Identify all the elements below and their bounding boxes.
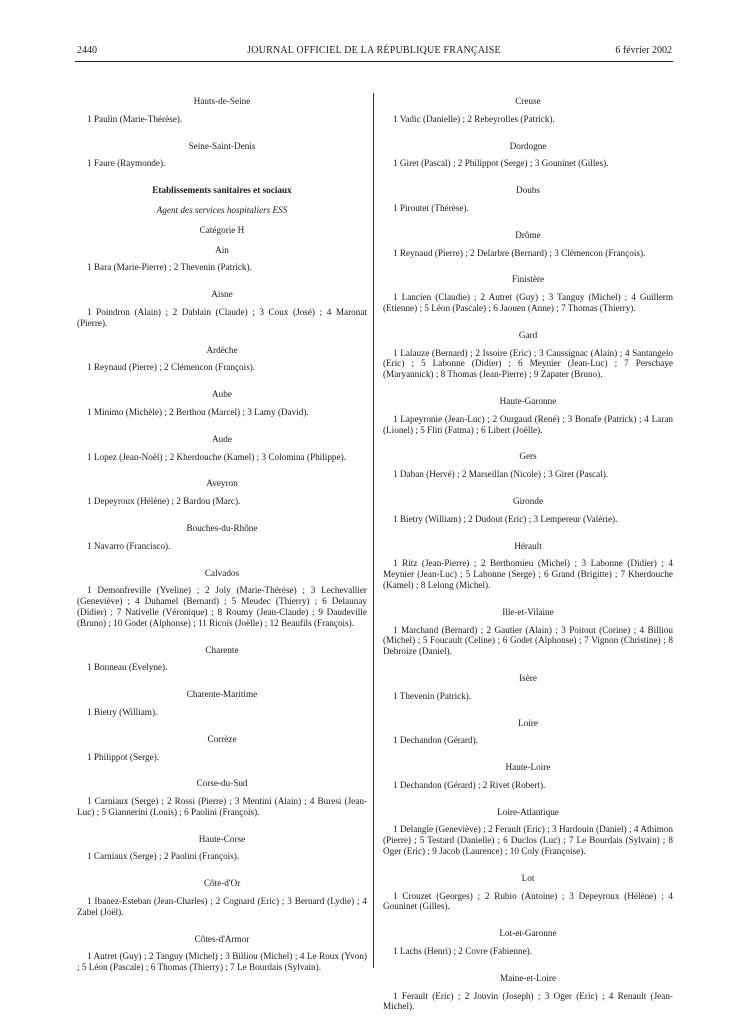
right-column [383,96,673,1028]
section-heading: Etablissements sanitaires et sociaux [152,185,292,196]
ranking-entry: 1 Demonfreville (Yveline) ; 2 Joly (Marie-Thérèse) ; 3 Lechevallier (Geneviève) ; 4 Duhamel (Bernard) ; 5 Meudec (Thierry) ; 6 Delaunay (Didier) ; 7 Nativelle (Véronique) ; 8 Roumy (Jean-Claude) ; 9 Daudeville (Bruno) ; 10 Godet (Alphonse) ; 11 Ricois (Joëlle) ; 12 Beaufils (François). [77,585,367,628]
section-heading: Aube [212,389,232,400]
section-heading: Corse-du-Sud [196,778,248,789]
ranking-entry: 1 Bara (Marie-Pierre) ; 2 Thevenin (Patrick). [87,262,252,273]
section-heading: Finistère [511,274,545,285]
section-heading: Ardèche [206,344,238,355]
section-heading: Aude [212,433,232,444]
ranking-entry: 1 Philippot (Serge). [87,751,160,762]
section-heading: Lot-et-Garonne [499,928,557,939]
page-header [0,45,748,59]
ranking-entry: 1 Lachs (Henri) ; 2 Covre (Fabienne). [393,946,533,957]
ranking-entry: 1 Ibanez-Esteban (Jean-Charles) ; 2 Cognard (Eric) ; 3 Bernard (Lydie) ; 4 Zabel (Joël). [77,896,367,917]
section-heading: Hérault [514,540,542,551]
section-heading: Charente [205,644,239,655]
page-number: 2440 [77,45,97,56]
ranking-entry: 1 Depeyroux (Hélène) ; 2 Bardou (Marc). [87,496,241,507]
section-heading: Aveyron [206,478,238,489]
ranking-entry: 1 Minimo (Michèle) ; 2 Berthou (Marcel) ; 3 Lamy (David). [87,406,309,417]
ranking-entry: 1 Lopez (Jean-Noël) ; 2 Kherdouche (Kamel) ; 3 Colomina (Philippe). [87,451,346,462]
header-rule [75,61,673,62]
section-heading: Calvados [204,567,240,578]
ranking-entry: 1 Carniaux (Serge) ; 2 Rossi (Pierre) ; 3 Mentini (Alain) ; 4 Buresi (Jean-Luc) ; 5 Giannerini (Louis) ; 6 Paolini (François). [77,796,367,817]
section-heading: Creuse [515,96,541,106]
ranking-entry: 1 Lapeyronie (Jean-Luc) ; 2 Ourgaud (René) ; 3 Bonafe (Patrick) ; 4 Laran (Lionel) ; 5 Fliti (Fatma) ; 6 Libert (Joëlle). [383,413,673,435]
ranking-entry: 1 Reynaud (Pierre) ; 2 Clémencon (François). [87,362,256,373]
column-divider [373,93,374,968]
ranking-entry: 1 Carniaux (Serge) ; 2 Paolini (François). [87,851,240,862]
ranking-entry: 1 Giret (Pascal) ; 2 Philippot (Serge) ; 3 Gouninet (Gilles). [393,158,609,169]
ranking-entry: 1 Navarro (Francisco). [87,540,171,551]
section-heading: Haute-Corse [198,833,246,844]
ranking-entry: 1 Bietry (William). [87,706,158,717]
section-heading: Drôme [515,229,541,240]
section-heading: Seine-Saint-Denis [188,140,256,151]
ranking-entry: 1 Lalauze (Bernard) ; 2 Issoire (Eric) ; 3 Caussignac (Alain) ; 4 Santangelo (Eric) ; 5 Labonne (Didier) ; 6 Meynier (Jean-Luc) ; 7 Perschaye (Maryannick) ; 8 Thomas (Jean-Pierre) ; 9 Zapater (Bruno). [383,347,673,380]
ranking-entry: 1 Ferault (Eric) ; 2 Jouvin (Joseph) ; 3 Oger (Eric) ; 4 Renault (Jean-Michel). [383,990,673,1012]
section-heading: Isère [519,672,537,683]
section-heading: Gard [518,329,538,340]
section-heading: Ain [215,244,229,255]
section-heading: Aisne [211,289,233,300]
section-heading: Gers [519,451,537,462]
journal-title: JOURNAL OFFICIEL DE LA RÉPUBLIQUE FRANÇAISE [247,45,501,56]
ranking-entry: 1 Vadic (Danielle) ; 2 Rebeyrolles (Patrick). [393,113,555,124]
section-heading: Corrèze [207,733,237,744]
section-heading: Agent des services hospitaliers ESS [156,204,288,215]
section-heading: Ille-et-Vilaine [502,606,554,617]
ranking-entry: 1 Poindron (Alain) ; 2 Dablain (Claude) ; 3 Coux (José) ; 4 Maronat (Pierre). [77,306,367,328]
ranking-entry: 1 Lancien (Claudie) ; 2 Autret (Guy) ; 3 Tanguy (Michel) ; 4 Guillerm (Etienne) ; 5 Léon (Pascale) ; 6 Jaouen (Anne) ; 7 Thomas (Thierry). [383,292,673,313]
section-heading: Haute-Loire [505,762,551,773]
ranking-entry: 1 Delangle (Geneviève) ; 2 Ferault (Eric) ; 3 Hardouin (Daniel) ; 4 Athimon (Pierre) ; 5 Testard (Danielle) ; 6 Duclos (Luc) ; 7 Le Bourdais (Sylvain) ; 8 Oger (Eric) ; 9 Jacob (Laurence) ; 10 Coly (Françoise). [383,824,673,857]
section-heading: Maine-et-Loire [499,972,557,983]
ranking-entry: 1 Dechandon (Gérard) ; 2 Rivet (Robert). [393,779,546,790]
section-heading: Dordogne [509,140,547,151]
section-heading: Loire [518,717,538,728]
ranking-entry: 1 Autret (Guy) ; 2 Tanguy (Michel) ; 3 Billiou (Michel) ; 4 Le Roux (Yvon) ; 5 Léon (Pascale) ; 6 Thomas (Thierry) ; 7 Le Bourdais (Sylvain). [77,951,367,973]
section-heading: Côte-d'Or [203,878,241,889]
ranking-entry: 1 Piroutet (Thérèse). [393,202,469,213]
section-heading: Doubs [516,185,540,196]
ranking-entry: 1 Thevenin (Patrick). [393,690,472,701]
left-column [77,96,367,989]
ranking-entry: 1 Faure (Raymonde). [87,158,166,169]
publication-date: 6 février 2002 [615,45,672,56]
ranking-entry: 1 Dechandon (Gérard). [393,735,478,746]
ranking-entry: 1 Ritz (Jean-Pierre) ; 2 Berthomieu (Michel) ; 3 Labonne (Didier) ; 4 Meynier (Jean-Luc) ; 5 Labonne (Serge) ; 6 Grand (Brigitte) ; 7 Kherdouche (Kamel) ; 8 Lelong (Michel). [383,558,673,590]
section-heading: Côtes-d'Armor [194,933,250,944]
ranking-entry: 1 Bonneau (Evelyne). [87,662,168,673]
section-heading: Lot [521,872,535,883]
ranking-entry: 1 Paulin (Marie-Thérèse). [87,113,183,124]
section-heading: Hauts-de-Seine [193,96,251,106]
section-heading: Bouches-du-Rhône [186,522,258,533]
ranking-entry: 1 Crouzet (Georges) ; 2 Rubio (Antoine) ; 3 Depeyroux (Hélène) ; 4 Gouninet (Gilles). [383,890,673,912]
ranking-entry: 1 Bietry (William) ; 2 Dudout (Eric) ; 3 Lempereur (Valérie). [393,513,618,524]
section-heading: Loire-Atlantique [497,806,559,817]
section-heading: Gironde [512,495,544,506]
section-heading: Haute-Garonne [499,395,557,406]
ranking-entry: 1 Marchand (Bernard) ; 2 Gautier (Alain) ; 3 Poitout (Corine) ; 4 Billiou (Michel) ; 5 Foucault (Celine) ; 6 Godet (Alphonse) ; 7 Vignon (Christine) ; 8 Debroize (Daniel). [383,624,673,657]
section-heading: Charente-Maritime [186,689,258,700]
section-heading: Catégorie H [199,224,245,235]
ranking-entry: 1 Daban (Hervé) ; 2 Marseillan (Nicole) ; 3 Giret (Pascal). [393,469,609,480]
ranking-entry: 1 Reynaud (Pierre) ; 2 Delarbre (Bernard) ; 3 Clémencon (François). [393,247,646,258]
